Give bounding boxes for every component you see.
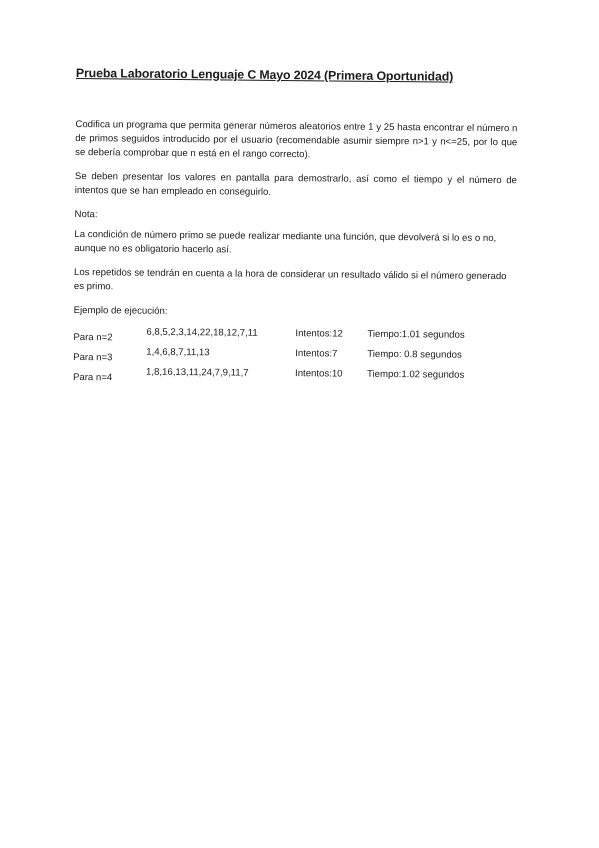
example-time: Tiempo:1.01 segundos	[367, 328, 465, 341]
example-sequence: 1,4,6,8,7,11,13	[146, 346, 210, 359]
example-sequence: 6,8,5,2,3,14,22,18,12,7,11	[146, 326, 258, 339]
note-repeated-values: Los repetidos se tendrán en cuenta a la hora de considerar un resultado válido si el número generado es primo.	[73, 266, 507, 293]
example-time: Tiempo:1.02 segundos	[367, 368, 465, 381]
example-sequence: 1,8,16,13,11,24,7,9,11,7	[146, 366, 249, 379]
document-content	[73, 66, 518, 390]
example-attempts: Intentos:10	[295, 368, 343, 380]
example-attempts: Intentos:12	[295, 328, 343, 340]
example-attempts: Intentos:7	[295, 348, 338, 360]
example-row-n4	[73, 366, 515, 390]
output-requirements-paragraph: Se deben presentar los valores en pantalla para demostrarlo, así como el tiempo y el número de intentos que se han empleado en conseguirlo.	[74, 170, 517, 198]
example-time: Tiempo: 0.8 segundos	[367, 348, 462, 361]
example-n: Para n=4	[72, 371, 113, 384]
example-label: Ejemplo de ejecución:	[73, 304, 168, 317]
document-title: Prueba Laboratorio Lenguaje C Mayo 2024 (Primera Oportunidad)	[75, 66, 454, 84]
instructions-paragraph: Codifica un programa que permita generar números aleatorios entre 1 y 25 hasta encontrar el número n de primos seguidos introducido por el usuario (recomendable asumir siempre n>1 y n<=25, por lo que se debería comprobar que n está en el rango correcto).	[75, 118, 518, 161]
nota-label: Nota:	[74, 208, 98, 221]
example-n: Para n=3	[73, 351, 113, 364]
example-n: Para n=2	[73, 331, 113, 344]
note-prime-function: La condición de número primo se puede realizar mediante una función, que devolverá si lo es o no, aunque no es obligatorio hacerlo así.	[74, 228, 497, 256]
